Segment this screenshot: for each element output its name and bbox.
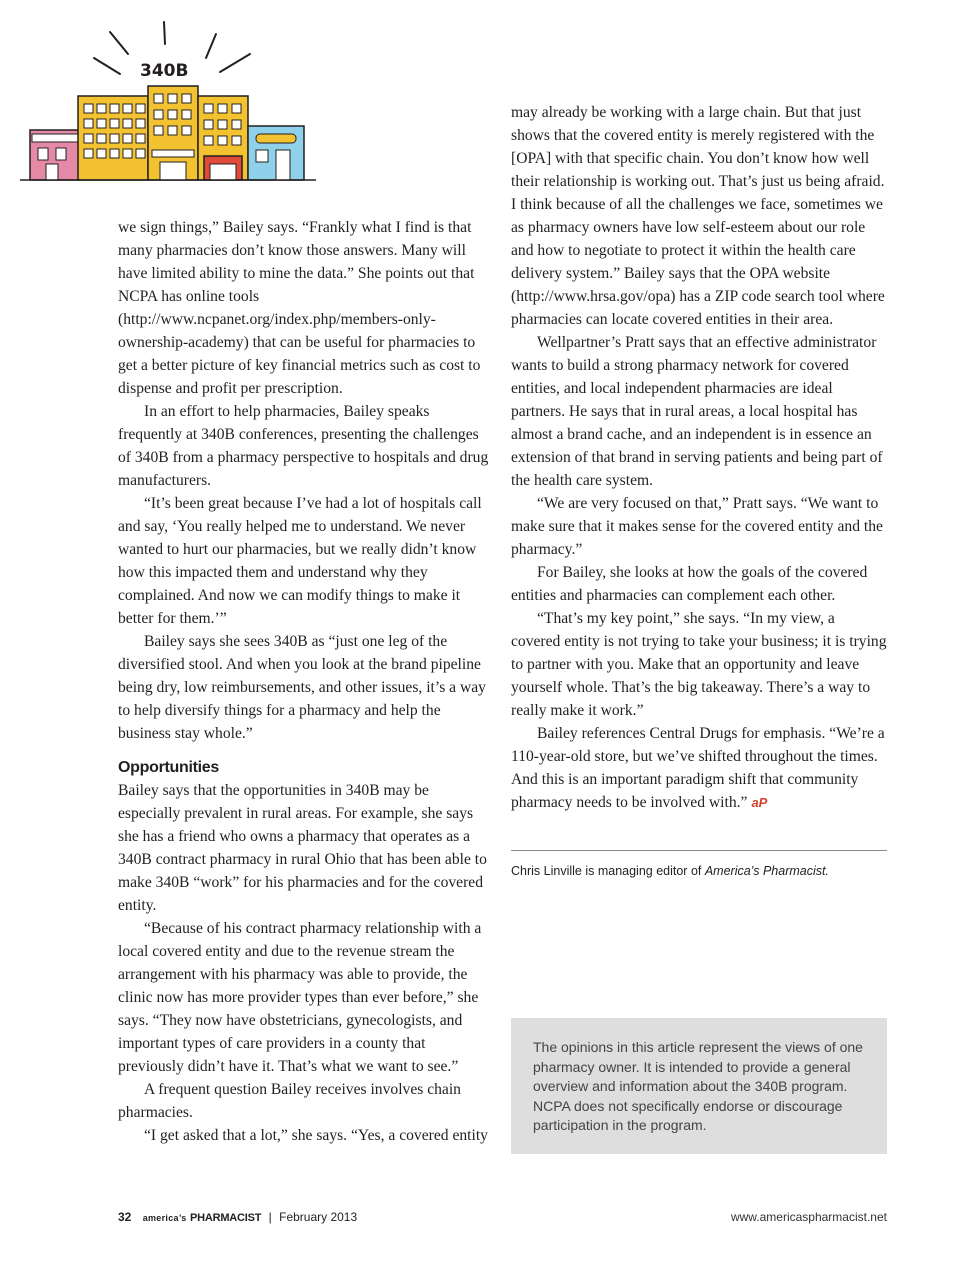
bio-divider bbox=[511, 850, 887, 851]
issue-date: February 2013 bbox=[279, 1210, 358, 1224]
buildings-svg bbox=[20, 14, 320, 194]
bio-publication: America’s Pharmacist. bbox=[704, 864, 829, 878]
article-right-column bbox=[511, 101, 887, 814]
paragraph: Wellpartner’s Pratt says that an effective administrator wants to build a strong pharmacy network for covered entities, and local independent pharmacies are ideal partners. He says that in rural areas, a local hospital has almost a brand cache, and an independent is in essence an extension of that brand in serving patients and being part of the health care system. bbox=[511, 334, 883, 489]
paragraph-text: Bailey references Central Drugs for emphasis. “We’re a 110-year-old store, but we’ve shifted throughout the times. And this is an important paradigm shift that community pharmacy needs to be involved with.” bbox=[511, 725, 885, 811]
brand-name-small: america’s bbox=[142, 1213, 187, 1223]
paragraph: we sign things,” Bailey says. “Frankly what I find is that many pharmacies don’t know those answers. Many will have limited ability to mine the data.” She points out that NCPA has online tools (http://www.ncpanet.org/index.php/members-only-ownership-academy) that can be useful for pharmacies to get a better picture of key financial metrics such as cost to dispense and profit per prescription. bbox=[118, 219, 481, 397]
footer-left bbox=[118, 1209, 357, 1226]
paragraph: Bailey says she sees 340B as “just one leg of the diversified stool. And when you look at the brand pipeline being dry, low reimbursements, and other issues, it’s a way to help diversify things for a pharmacy and help the business stay whole.” bbox=[118, 633, 486, 742]
paragraph: A frequent question Bailey receives involves chain pharmacies. bbox=[118, 1081, 461, 1121]
paragraph: For Bailey, she looks at how the goals of the covered entities and pharmacies can complement each other. bbox=[511, 564, 868, 604]
page-number: 32 bbox=[118, 1210, 132, 1224]
paragraph: “Because of his contract pharmacy relationship with a local covered entity and due to the revenue stream the arrangement with his pharmacy was able to provide, the clinic now has more provider types than ever before,” she says. “They now have obstetricians, gynecologists, and important types of care providers in a county that previously didn’t have it. That’s what we want to see.” bbox=[118, 920, 482, 1075]
article-left-column bbox=[118, 216, 490, 1147]
paragraph: “We are very focused on that,” Pratt says. “We want to make sure that it makes sense for the covered entity and the pharmacy.” bbox=[511, 495, 883, 558]
footer-website: www.americaspharmacist.net bbox=[730, 1210, 887, 1224]
paragraph: “I get asked that a lot,” she says. “Yes, a covered entity bbox=[144, 1127, 488, 1144]
paragraph: may already be working with a large chain. But that just shows that the covered entity is merely registered with the [OPA] with that specific chain. You don’t know how well their relationship is working out. That’s just us being afraid. I think because of all the challenges we face, sometimes we as pharmacy owners have low self-esteem about our role and how to negotiate to protect it within the health care delivery system.” Bailey says that the OPA website (http://www.hrsa.gov/opa) has a ZIP code search tool where pharmacies can locate covered entities in their area. bbox=[511, 104, 885, 328]
brand-name: PHARMACIST bbox=[189, 1212, 262, 1224]
last-paragraph bbox=[511, 722, 887, 814]
section-subhead: Opportunities bbox=[118, 759, 219, 776]
badge-340b: 340B bbox=[140, 61, 189, 81]
ap-logo-mark: aP bbox=[751, 795, 768, 810]
city-buildings-illustration bbox=[20, 14, 320, 194]
paragraph: In an effort to help pharmacies, Bailey speaks frequently at 340B conferences, presenting the challenges of 340B from a pharmacy perspective to hospitals and drug manufacturers. bbox=[118, 403, 489, 489]
disclaimer-box bbox=[511, 1018, 887, 1154]
paragraph: Bailey says that the opportunities in 340B may be especially prevalent in rural areas. For example, she says she has a friend who owns a pharmacy that operates as a 340B contract pharmacy in rural Ohio that has been able to make 340B “work” for his pharmacies and for the covered entity. bbox=[118, 782, 487, 914]
footer-separator: | bbox=[268, 1210, 272, 1224]
disclaimer-text: The opinions in this article represent the views of one pharmacy owner. It is intended to provide a general overview and information about the 340B program. NCPA does not specifically endorse or discourage participation in the program. bbox=[533, 1039, 863, 1134]
paragraph: “That’s my key point,” she says. “In my view, a covered entity is not trying to take your business; it is trying to partner with you. Make that an opportunity and leave yourself whole. That’s the big takeaway. There’s a way to really make it work.” bbox=[511, 610, 887, 719]
bio-prefix: Chris Linville is managing editor of bbox=[511, 864, 705, 878]
author-bio bbox=[511, 862, 887, 880]
paragraph: “It’s been great because I’ve had a lot of hospitals call and say, ‘You really helped me to understand. We never wanted to hurt our pharmacies, but we really didn’t know how this impacted them and understand why they complained. And now we can modify things to make it better for them.’” bbox=[118, 495, 482, 627]
